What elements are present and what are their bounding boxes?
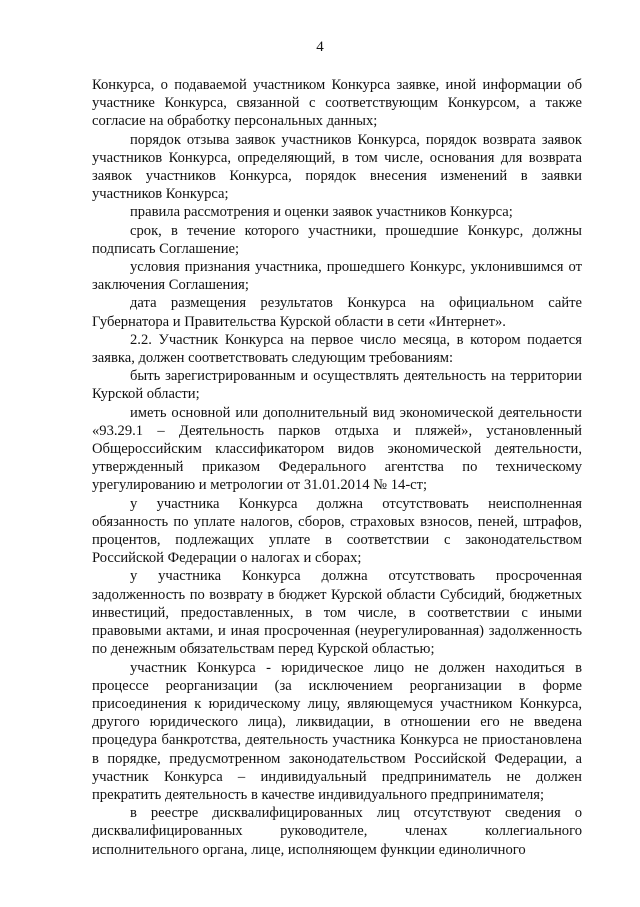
- paragraph-requirement-disqualification: в реестре дисквалифицированных лиц отсутствуют сведения о дисквалифицированных руководителе, членах коллегиального исполнительного органа, лице, исполняющем функции единоличного: [92, 805, 582, 858]
- paragraph-requirement-registration: быть зарегистрированным и осуществлять деятельность на территории Курской области;: [92, 368, 582, 403]
- paragraph-requirement-reorganization: участник Конкурса - юридическое лицо не должен находиться в процессе реорганизации (за исключением реорганизации в форме присоединения к юридическому лицу, являющемуся участником Конкурса, другого юридического лица), ликвидации, в отношении его не введена процедура банкротства, деятельность участника Конкурса не приостановлена в порядке, предусмотренном законодательством Российской Федерации, а участник Конкурса – индивидуальный предприниматель не должен прекратить деятельность в качестве индивидуального предпринимателя;: [92, 659, 582, 803]
- paragraph-results-publication: дата размещения результатов Конкурса на официальном сайте Губернатора и Правительства Курской области в сети «Интернет».: [92, 295, 582, 330]
- paragraph-evasion-conditions: условия признания участника, прошедшего Конкурс, уклонившимся от заключения Соглашения;: [92, 259, 582, 294]
- paragraph-withdrawal-procedure: порядок отзыва заявок участников Конкурса, порядок возврата заявок участников Конкурса, определяющий, в том числе, основания для возврата заявок участников Конкурса, порядок внесения изменений в заявки участников Конкурса;: [92, 131, 582, 203]
- document-body: [92, 76, 582, 859]
- paragraph-requirement-okved: иметь основной или дополнительный вид экономической деятельности «93.29.1 – Деятельность парков отдыха и пляжей», установленный Общероссийским классификатором видов экономической деятельности, утвержденный приказом Федерального агентства по техническому урегулированию и метрологии от 31.01.2014 № 14-ст;: [92, 404, 582, 494]
- paragraph-review-rules: правила рассмотрения и оценки заявок участников Конкурса;: [130, 204, 513, 221]
- paragraph-requirement-taxes: у участника Конкурса должна отсутствовать неисполненная обязанность по уплате налогов, сборов, страховых взносов, пеней, штрафов, процентов, подлежащих уплате в соответствии с законодательством Российской Федерации о налогах и сборах;: [92, 495, 582, 567]
- paragraph-continuation: Конкурса, о подаваемой участником Конкурса заявке, иной информации об участнике Конкурса, связанной с соответствующим Конкурсом, а также согласие на обработку персональных данных;: [92, 77, 582, 130]
- paragraph-requirement-debt: у участника Конкурса должна отсутствовать просроченная задолженность по возврату в бюджет Курской области Субсидий, бюджетных инвестиций, предоставленных, в том числе, в соответствии с иными правовыми актами, и иная просроченная (неурегулированная) задолженность по денежным обязательствам перед Курской областью;: [92, 568, 582, 658]
- paragraph-section-2-2: 2.2. Участник Конкурса на первое число месяца, в котором подается заявка, должен соответствовать следующим требованиям:: [92, 331, 582, 367]
- page-number: 4: [316, 39, 324, 55]
- paragraph-signing-deadline: срок, в течение которого участники, прошедшие Конкурс, должны подписать Соглашение;: [92, 222, 582, 257]
